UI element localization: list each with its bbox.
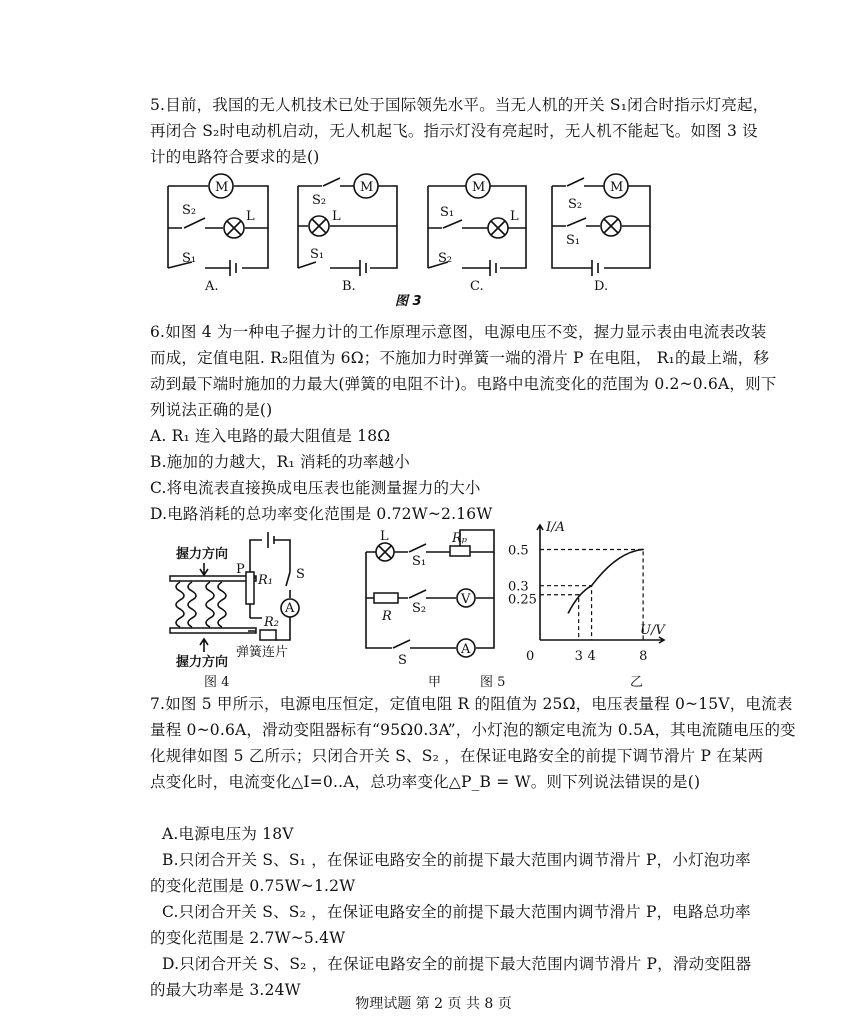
switch-s-label: S <box>296 567 305 582</box>
s1-label: S₁ <box>440 205 455 220</box>
x-tick-label: 4 <box>587 649 596 664</box>
s2-label: S₂ <box>412 601 427 616</box>
s1-label: S₁ <box>566 233 581 248</box>
q6-option-b: B.施加的力越大，R₁ 消耗的功率越小 <box>150 453 410 471</box>
r1-label: R₁ <box>258 573 273 588</box>
q7-option-a: A.电源电压为 18V <box>162 825 294 843</box>
q6-option-d: D.电路消耗的总功率变化范围是 0.72W~2.16W <box>150 505 493 523</box>
q6-line-2: 而成，定值电阻. R₂阻值为 6Ω；不施加力时弹簧一端的滑片 P 在电阻， R₁的最上端，移 <box>150 349 770 367</box>
ammeter-label: A <box>285 601 295 616</box>
guide-line <box>540 586 592 640</box>
lamp-label: L <box>332 209 341 224</box>
x-tick-label: 0 <box>526 649 535 664</box>
figure-3-caption: 图 3 <box>395 294 422 309</box>
option-a-label: A. <box>205 279 219 294</box>
option-d-label: D. <box>594 279 609 294</box>
slider-p-label: P <box>236 562 245 577</box>
grip-direction-bottom-label: 握力方向 <box>176 655 229 670</box>
figure-5-yi-label: 乙 <box>630 675 644 690</box>
s2-label: S₂ <box>312 193 327 208</box>
q7-line-4: 点变化时，电流变化△I=0..A，总功率变化△P_B = W。则下列说法错误的是() <box>150 773 701 791</box>
grip-direction-top-label: 握力方向 <box>176 547 229 562</box>
chart-axes <box>537 520 666 643</box>
chart-series <box>568 549 644 614</box>
q7-option-d-2: 的最大功率是 3.24W <box>150 981 301 999</box>
resistor-r-label: R <box>382 609 392 624</box>
y-axis-label: I/A <box>546 520 565 535</box>
q6-option-c: C.将电流表直接换成电压表也能测量握力的大小 <box>150 479 481 497</box>
q6-line-4: 列说法正确的是() <box>150 401 273 419</box>
data-point <box>568 612 570 614</box>
y-tick-label: 0.5 <box>508 543 529 559</box>
s1-label: S₁ <box>310 247 325 262</box>
q5-line-3: 计的电路符合要求的是() <box>150 148 320 166</box>
y-axis <box>537 525 543 640</box>
voltmeter-label: V <box>461 592 471 607</box>
lamp-label: L <box>510 209 519 224</box>
y-tick-label: 0.3 <box>508 579 529 595</box>
s1-label: S₁ <box>412 554 427 569</box>
guide-line <box>540 595 579 640</box>
page-footer: 物理试题 第 2 页 共 8 页 <box>355 996 512 1012</box>
figure-5-caption: 图 5 <box>480 675 506 690</box>
data-point <box>578 594 580 596</box>
motor-label: M <box>360 180 374 195</box>
q5-line-1: 5.目前，我国的无人机技术已处于国际领先水平。当无人机的开关 S₁闭合时指示灯亮起， <box>150 96 769 114</box>
ammeter-label: A <box>461 642 471 657</box>
q7-option-c-2: 的变化范围是 2.7W~5.4W <box>150 929 346 947</box>
r2-label: R₂ <box>264 615 279 630</box>
s2-label: S₂ <box>568 197 583 212</box>
data-point <box>642 549 644 551</box>
x-axis-label: U/V <box>640 623 665 638</box>
x-tick-label: 3 <box>574 649 583 664</box>
q7-option-b-2: 的变化范围是 0.75W~1.2W <box>150 877 356 895</box>
q6-line-3: 动到最下端时施加的力最大(弹簧的电阻不计)。电路中电流变化的范围为 0.2~0.6A，则下 <box>150 375 777 393</box>
q6-line-1: 6.如图 4 为一种电子握力计的工作原理示意图，电源电压不变，握力显示表由电流表改装 <box>150 323 767 341</box>
option-c-label: C. <box>470 279 484 294</box>
q7-option-d-1: D.只闭合开关 S、S₂ ，在保证电路安全的前提下最大范围内调节滑片 P，滑动变阻器 <box>162 955 752 973</box>
q6-option-a: A. R₁ 连入电路的最大阻值是 18Ω <box>150 427 391 445</box>
s2-label: S₂ <box>438 251 453 266</box>
data-point <box>591 585 593 587</box>
s1-label: S₁ <box>182 251 197 266</box>
lamp-label: L <box>246 209 255 224</box>
motor-label: M <box>215 180 229 195</box>
chart-ticks <box>508 543 647 664</box>
s2-label: S₂ <box>182 203 197 218</box>
lamp-l-label: L <box>380 529 389 544</box>
figure-4-caption: 图 4 <box>204 675 230 690</box>
q7-line-1: 7.如图 5 甲所示，电源电压恒定，定值电阻 R 的阻值为 25Ω，电压表量程 0~15V，电流表 <box>150 695 793 713</box>
q7-line-2: 量程 0~0.6A，滑动变阻器标有“95Ω0.3A”，小灯泡的额定电流为 0.5A，其电流随电压的变 <box>150 721 796 739</box>
x-tick-label: 8 <box>639 649 648 664</box>
q7-option-b-1: B.只闭合开关 S、S₁ ，在保证电路安全的前提下最大范围内调节滑片 P，小灯泡功率 <box>162 851 751 869</box>
y-tick-label: 0.25 <box>508 592 537 608</box>
switch-s-label: S <box>398 653 407 668</box>
q7-option-c-1: C.只闭合开关 S、S₂ ，在保证电路安全的前提下最大范围内调节滑片 P，电路总功率 <box>162 903 751 921</box>
q7-line-3: 化规律如图 5 乙所示；只闭合开关 S、S₂ ，在保证电路安全的前提下调节滑片 P 在某两 <box>150 747 764 765</box>
option-b-label: B. <box>342 279 356 294</box>
figure-5-jia-label: 甲 <box>428 675 442 690</box>
motor-label: M <box>472 180 486 195</box>
rheostat-label: Rₚ <box>452 531 467 546</box>
q5-line-2: 再闭合 S₂时电动机启动，无人机起飞。指示灯没有亮起时，无人机不能起飞。如图 3 设 <box>150 122 758 140</box>
series-line <box>568 549 643 612</box>
spring-piece-label: 弹簧连片 <box>236 645 289 660</box>
motor-label: M <box>610 180 624 195</box>
